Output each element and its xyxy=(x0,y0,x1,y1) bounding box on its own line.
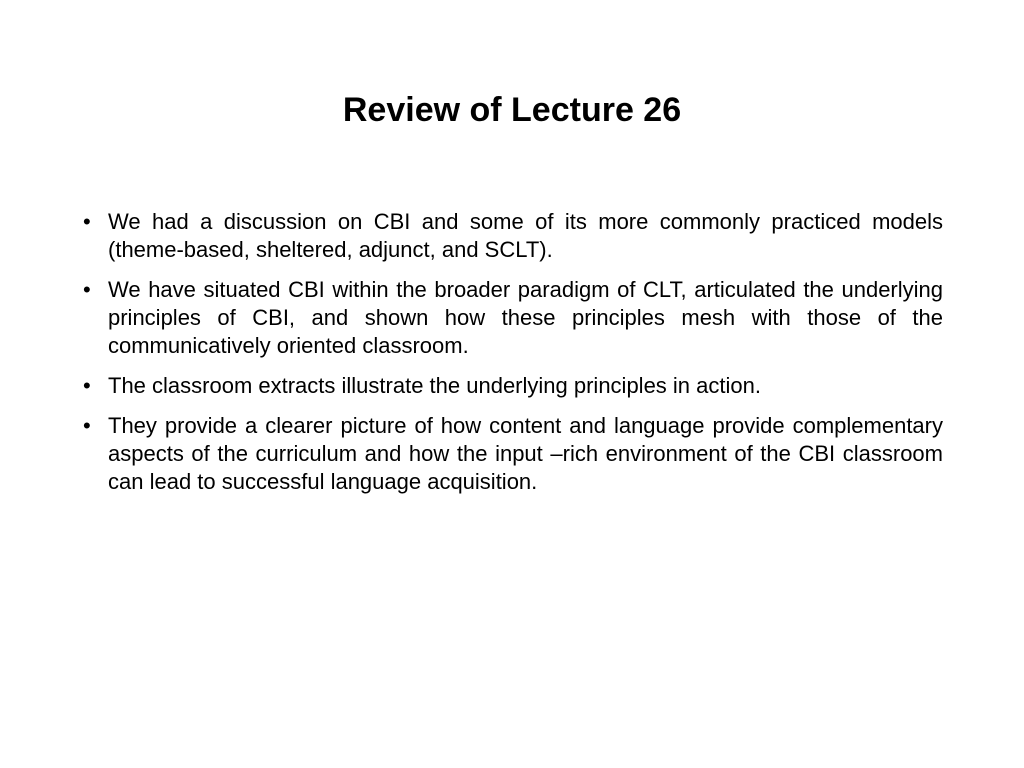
bullet-list xyxy=(80,208,943,508)
bullet-text: The classroom extracts illustrate the underlying principles in action. xyxy=(108,373,761,398)
bullet-icon: • xyxy=(83,209,91,234)
bullet-icon: • xyxy=(83,277,91,302)
bullet-icon: • xyxy=(83,373,91,398)
bullet-item xyxy=(80,372,943,400)
bullet-text: They provide a clearer picture of how content and language provide complementary aspects of the curriculum and how the input –rich environment of the CBI classroom can lead to successful language acquisition. xyxy=(108,413,943,494)
slide-title: Review of Lecture 26 xyxy=(342,91,682,129)
bullet-item xyxy=(80,412,943,496)
bullet-icon: • xyxy=(83,413,91,438)
bullet-text: We had a discussion on CBI and some of its more commonly practiced models (theme-based, sheltered, adjunct, and SCLT). xyxy=(108,209,943,262)
bullet-text: We have situated CBI within the broader paradigm of CLT, articulated the underlying principles of CBI, and shown how these principles mesh with those of the communicatively oriented classroom. xyxy=(108,277,943,358)
bullet-item xyxy=(80,276,943,360)
bullet-item xyxy=(80,208,943,264)
